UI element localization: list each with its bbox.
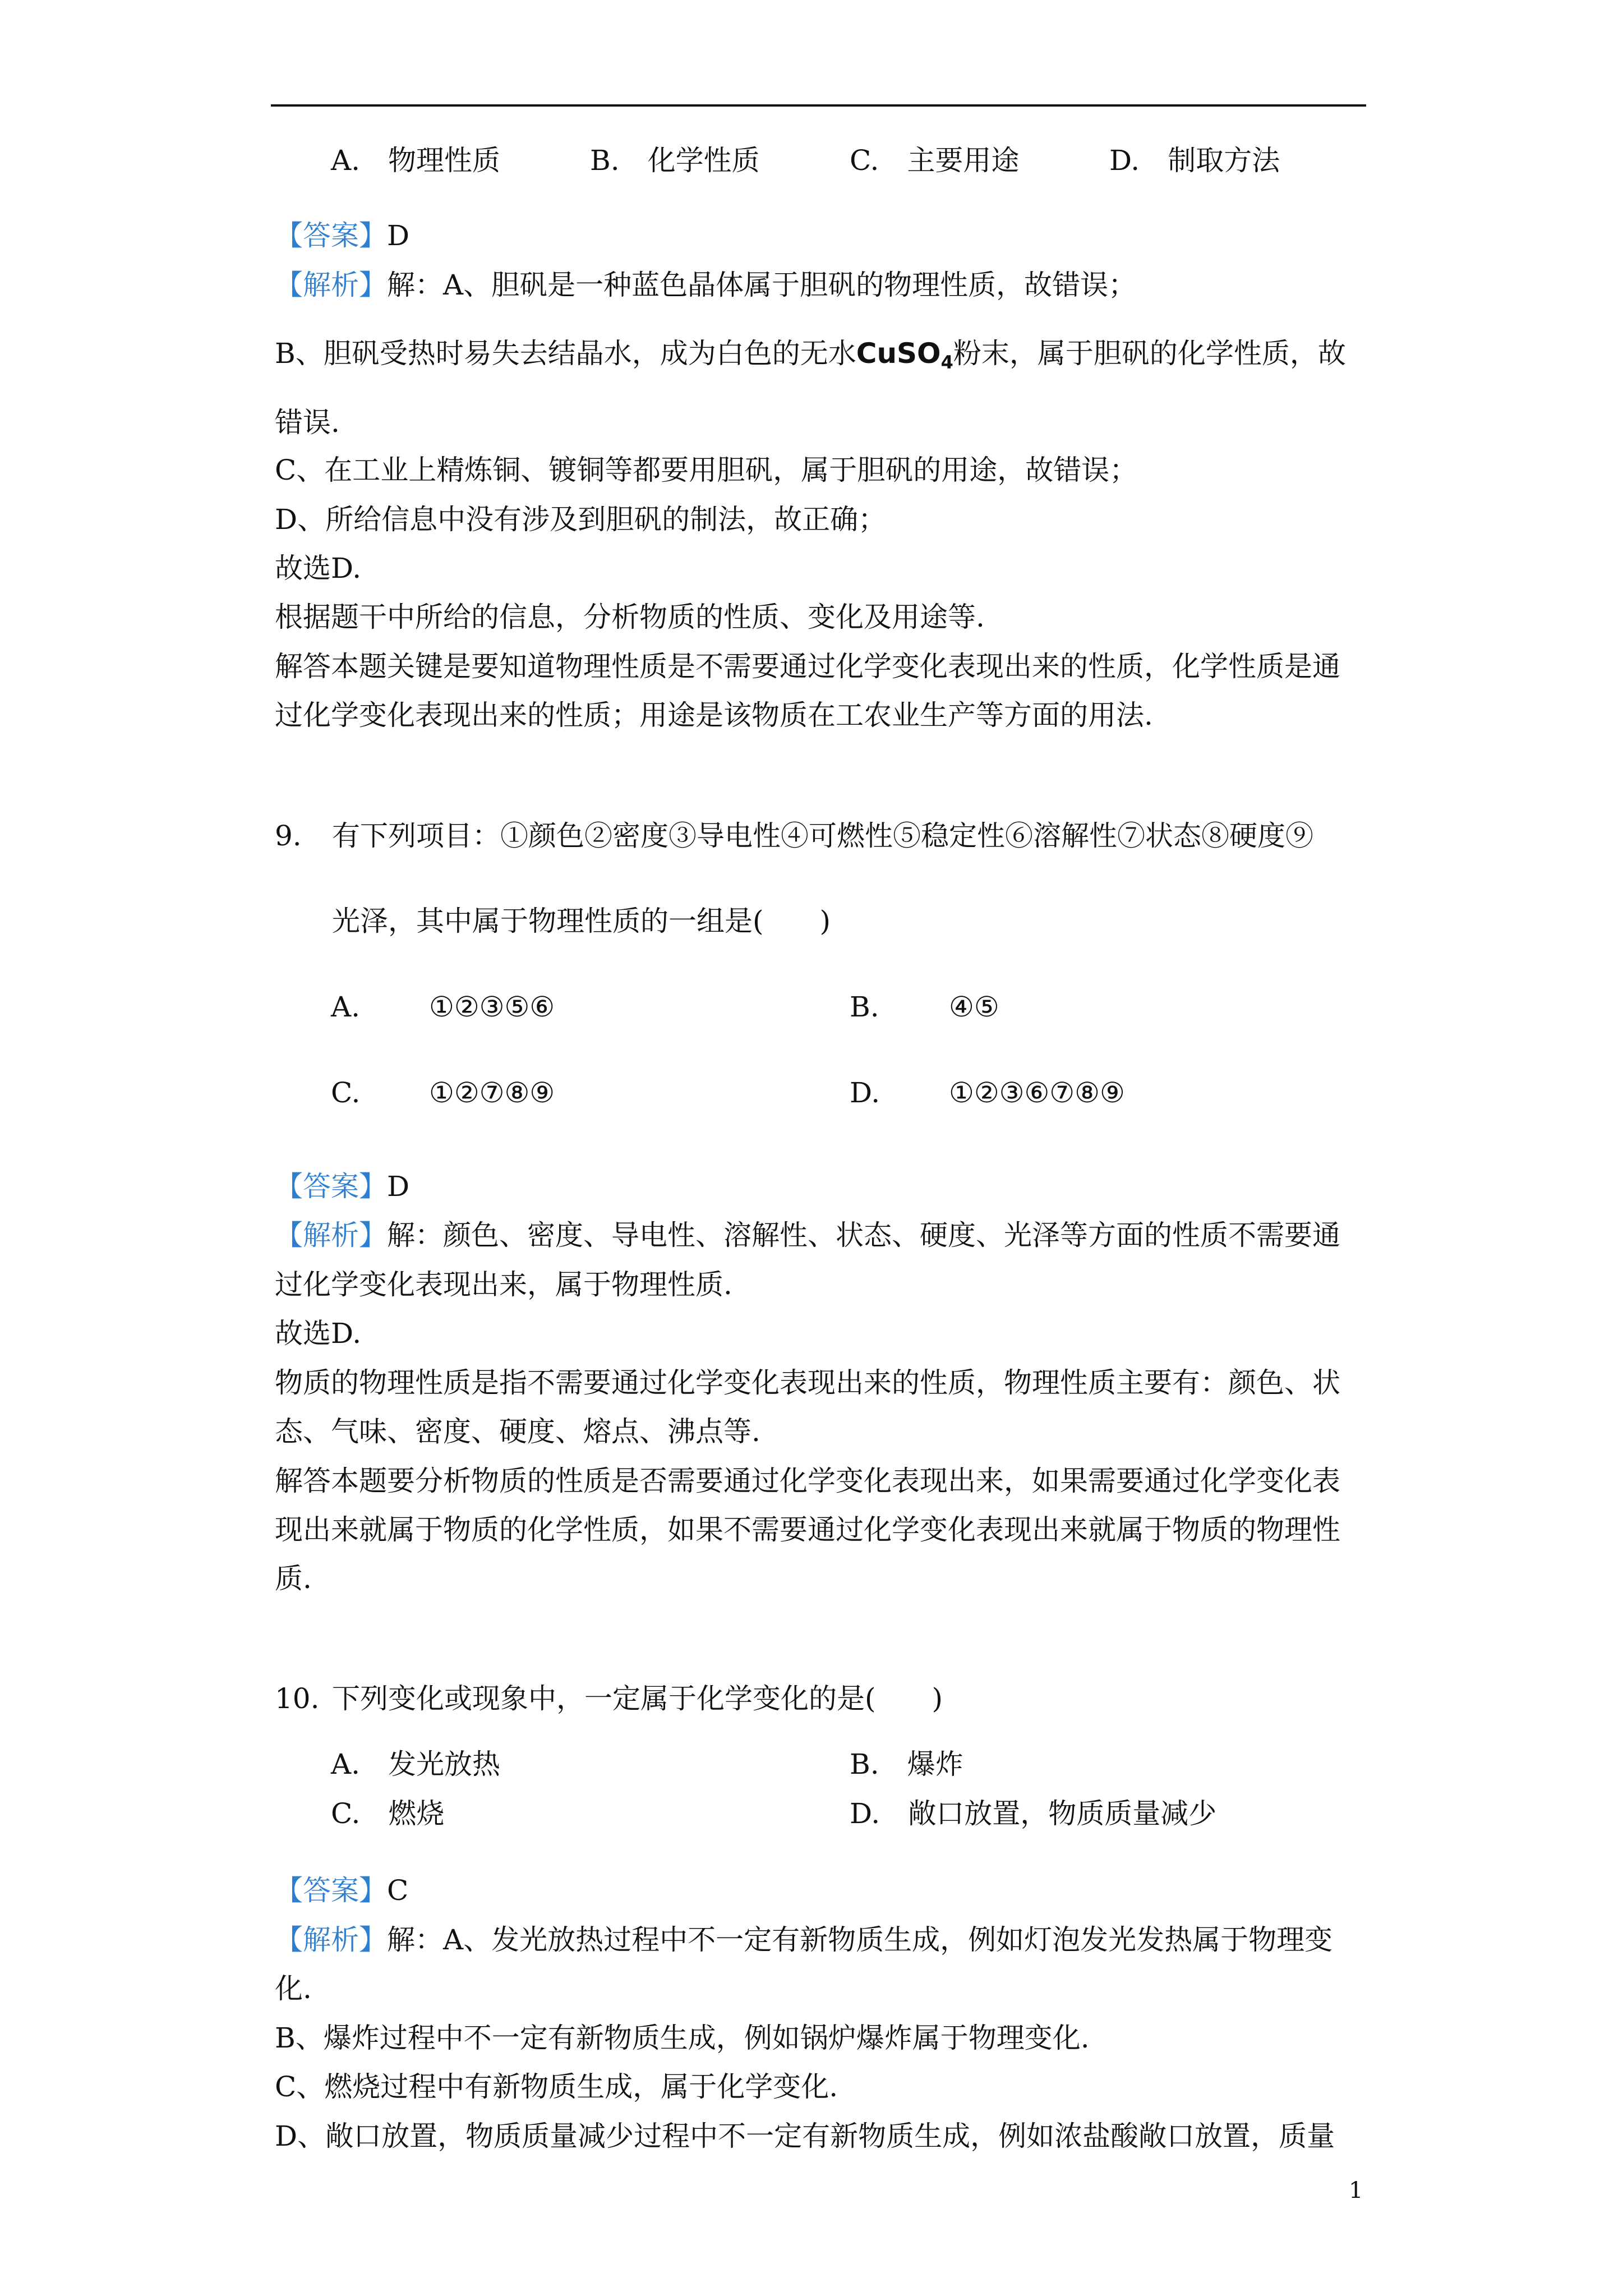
q9-analysis-line: 过化学变化表现出来，属于物理性质. (275, 1268, 732, 1301)
q10-analysis-line: 化. (275, 1972, 312, 2005)
q9-analysis-line: 现出来就属于物质的化学性质，如果不需要通过化学变化表现出来就属于物质的物理性 (275, 1513, 1340, 1546)
q8-answer: 【答案】D (275, 219, 410, 252)
q10-analysis-line: C、燃烧过程中有新物质生成，属于化学变化. (275, 2070, 838, 2103)
q9-option-a-letter: A. (331, 991, 361, 1023)
q8-option-c: C. 主要用途 (850, 144, 1020, 177)
q10-option-a: A. 发光放热 (331, 1748, 501, 1780)
answer-tag: 【答案】 (275, 1874, 387, 1907)
q9-stem-line1: 有下列项目：①颜色②密度③导电性④可燃性⑤稳定性⑥溶解性⑦状态⑧硬度⑨ (332, 820, 1313, 852)
header-rule (271, 104, 1366, 107)
q10-option-c: C. 燃烧 (331, 1797, 445, 1830)
q8-analysis-line: 解答本题关键是要知道物理性质是不需要通过化学变化表现出来的性质，化学性质是通 (275, 650, 1340, 683)
answer-tag: 【答案】 (275, 1170, 387, 1203)
q8-option-a: A. 物理性质 (331, 144, 501, 177)
q9-number: 9. (275, 820, 302, 852)
q8-analysis-line: 故选D. (275, 552, 362, 585)
q9-analysis-line: 质. (275, 1562, 312, 1595)
q9-option-c-text: ①②⑦⑧⑨ (429, 1076, 555, 1109)
formula-cuso4: CuSO$_4$ (856, 337, 953, 373)
q9-analysis-line: 解答本题要分析物质的性质是否需要通过化学变化表现出来，如果需要通过化学变化表 (275, 1465, 1340, 1497)
q10-number: 10. (275, 1682, 320, 1715)
q8-analysis-line: C、在工业上精炼铜、镀铜等都要用胆矾，属于胆矾的用途，故错误； (275, 454, 1138, 486)
q8-analysis-line: 根据题干中所给的信息，分析物质的性质、变化及用途等. (275, 601, 985, 633)
q10-stem: 下列变化或现象中，一定属于化学变化的是( ) (332, 1682, 943, 1715)
page-number: 1 (1349, 2178, 1363, 2203)
q10-option-d: D. 敞口放置，物质质量减少 (850, 1797, 1217, 1830)
q10-analysis-line: B、爆炸过程中不一定有新物质生成，例如锅炉爆炸属于物理变化. (275, 2022, 1090, 2054)
q8-analysis-line: D、所给信息中没有涉及到胆矾的制法，故正确； (275, 503, 887, 536)
q9-option-d-text: ①②③⑥⑦⑧⑨ (949, 1076, 1125, 1109)
q10-answer: 【答案】C (275, 1874, 409, 1907)
q10-option-b: B. 爆炸 (850, 1748, 963, 1780)
answer-tag: 【答案】 (275, 219, 387, 252)
q8-analysis-line-b: B、胆矾受热时易失去结晶水，成为白色的无水CuSO$_4$粉末，属于胆矾的化学性质，故 (275, 337, 1346, 373)
q9-analysis-line: 故选D. (275, 1317, 362, 1350)
analysis-tag: 【解析】 (275, 269, 387, 301)
q9-analysis: 【解析】解：颜色、密度、导电性、溶解性、状态、硬度、光泽等方面的性质不需要通 (275, 1219, 1340, 1251)
analysis-tag: 【解析】 (275, 1924, 387, 1956)
q9-option-a-text: ①②③⑤⑥ (429, 991, 555, 1023)
q8-analysis: 【解析】解：A、胆矾是一种蓝色晶体属于胆矾的物理性质，故错误； (275, 269, 1137, 301)
q10-analysis-line: D、敞口放置，物质质量减少过程中不一定有新物质生成，例如浓盐酸敞口放置，质量 (275, 2120, 1335, 2152)
q8-analysis-line: 错误. (275, 406, 340, 439)
q8-option-d: D. 制取方法 (1109, 144, 1280, 177)
analysis-tag: 【解析】 (275, 1219, 387, 1251)
q9-option-d-letter: D. (850, 1076, 880, 1109)
q9-stem-line2: 光泽，其中属于物理性质的一组是( ) (332, 905, 831, 937)
q10-analysis: 【解析】解：A、发光放热过程中不一定有新物质生成，例如灯泡发光发热属于物理变 (275, 1924, 1333, 1956)
q9-option-c-letter: C. (331, 1076, 361, 1109)
q8-analysis-line: 过化学变化表现出来的性质；用途是该物质在工农业生产等方面的用法. (275, 699, 1153, 731)
q9-option-b-text: ④⑤ (949, 991, 999, 1023)
q9-option-b-letter: B. (850, 991, 879, 1023)
q9-analysis-line: 态、气味、密度、硬度、熔点、沸点等. (275, 1415, 760, 1448)
q8-option-b: B. 化学性质 (590, 144, 760, 177)
q9-answer: 【答案】D (275, 1170, 410, 1203)
q9-analysis-line: 物质的物理性质是指不需要通过化学变化表现出来的性质，物理性质主要有：颜色、状 (275, 1366, 1340, 1399)
